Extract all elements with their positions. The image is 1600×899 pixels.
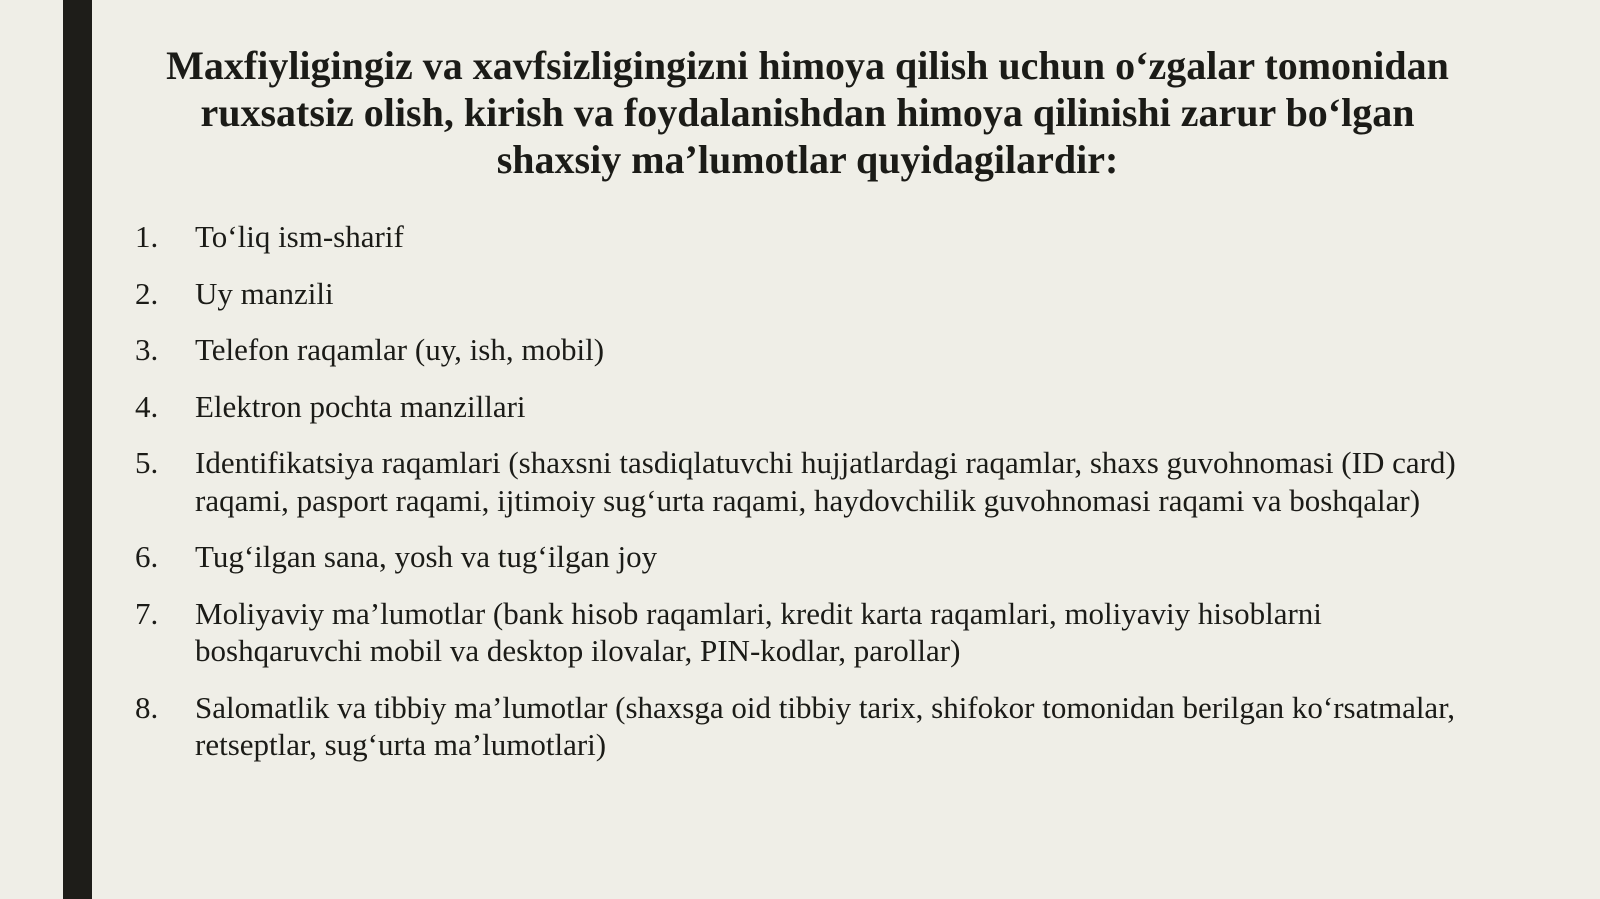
list-item-number: 5. (135, 445, 159, 480)
list-item-number: 6. (135, 539, 159, 574)
list-item-text: Elektron pochta manzillari (195, 388, 526, 424)
list-item-text: Moliyaviy ma’lumotlar (bank hisob raqamlari, kredit karta raqamlari, moliyaviy hisoblarni boshqaruvchi mobil va desktop ilovalar, PIN-kodlar, parollar) (195, 595, 1322, 668)
list-item-number: 8. (135, 689, 159, 725)
list-item (135, 388, 1475, 426)
list-item-text: Salomatlik va tibbiy ma’lumotlar (shaxsga oid tibbiy tarix, shifokor tomonidan berilgan ko‘rsatmalar, retseptlar, sug‘urta ma’lumotlari) (195, 689, 1456, 762)
list-item-number: 2. (135, 275, 159, 311)
list-item (135, 538, 1475, 576)
list-item (135, 444, 1475, 519)
list-item-number: 3. (135, 332, 159, 367)
personal-data-list (135, 218, 1475, 783)
list-item-text: Uy manzili (195, 275, 334, 311)
list-item-text: Tug‘ilgan sana, yosh va tug‘ilgan joy (195, 539, 658, 574)
slide-title: Maxfiyligingiz va xavfsizligingizni himoya qilish uchun o‘zgalar tomonidan ruxsatsiz olish, kirish va foydalanishdan himoya qilinishi zarur bo‘lgan shaxsiy ma’lumotlar quyidagilardir: (166, 43, 1449, 182)
list-item (135, 218, 1475, 256)
list-item-number: 7. (135, 595, 159, 631)
list-item-number: 4. (135, 388, 159, 424)
list-item-text: Telefon raqamlar (uy, ish, mobil) (195, 332, 605, 367)
list-item-number: 1. (135, 219, 159, 254)
list-item-text: Identifikatsiya raqamlari (shaxsni tasdiqlatuvchi hujjatlardagi raqamlar, shaxs guvohnomasi (ID card) raqami, pasport raqami, ijtimoiy sug‘urta raqami, haydovchilik guvohnomasi raqami va boshqalar) (195, 445, 1456, 518)
list-item-text: To‘liq ism-sharif (195, 219, 404, 254)
list-item (135, 331, 1475, 369)
accent-bar (63, 0, 92, 899)
list-item (135, 595, 1475, 670)
list-item (135, 275, 1475, 313)
list-item (135, 689, 1475, 764)
